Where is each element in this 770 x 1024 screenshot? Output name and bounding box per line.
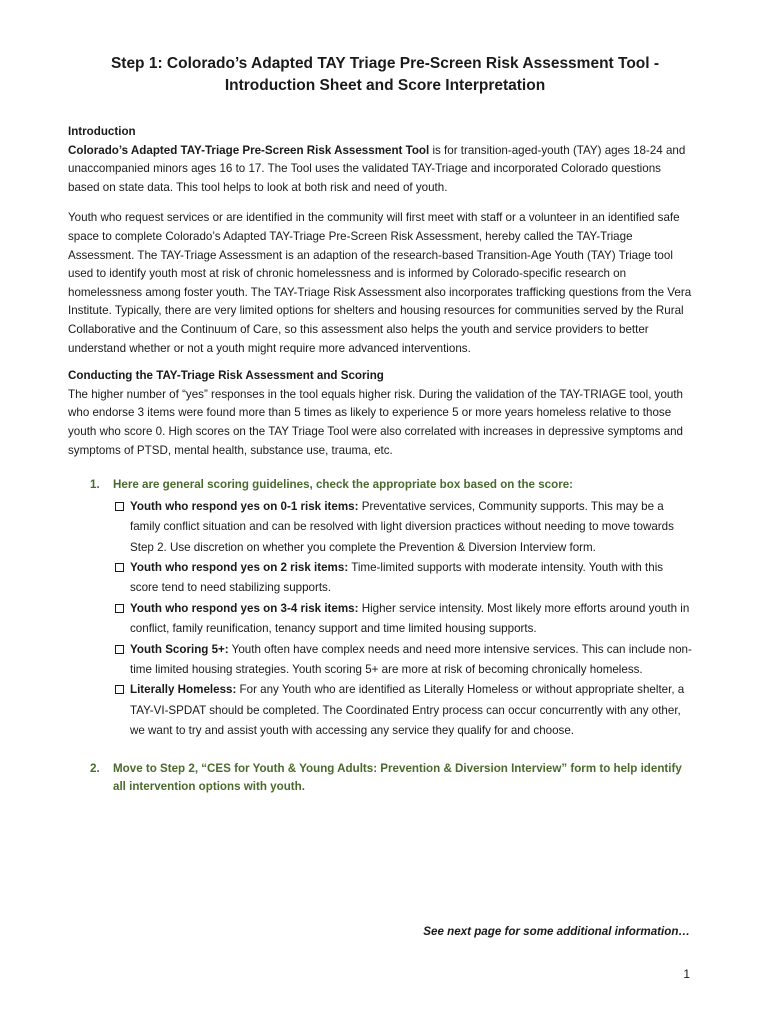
list-item-1-text: Here are general scoring guidelines, check the appropriate box based on the score: — [113, 478, 574, 492]
score-options — [68, 497, 692, 742]
scoring-paragraph: The higher number of “yes” responses in the tool equals higher risk. During the validation of the TAY-TRIAGE tool, youth who endorse 3 items were found more than 5 times as likely to experience 5 or more years homeless relative to those youth who score 0. High scores on the TAY Triage Tool were also correlated with increases in depressive symptoms and symptoms of PTSD, mental health, substance use, trauma, etc. — [68, 387, 684, 457]
score-option-text: Youth often have complex needs and need more intensive services. This can include non-time limited housing strategies. Youth scoring 5+ are more at risk of becoming chronically homeless. — [130, 642, 692, 676]
intro-paragraph-1 — [68, 142, 692, 198]
scoring-heading: Conducting the TAY-Triage Risk Assessment and Scoring — [68, 369, 384, 383]
list-item-2 — [68, 760, 692, 797]
score-option-text: For any Youth who are identified as Literally Homeless or without appropriate shelter, a TAY-VI-SPDAT should be completed. The Coordinated Entry process can occur concurrently with any other, we want to try and assist youth with accessing any service they qualify for and choose. — [130, 683, 685, 738]
intro-lead-rest: is for transition-aged-youth (TAY) ages 18-24 and unaccompanied minors ages 16 to 17. The Tool uses the validated TAY-Triage and incorporated Colorado questions based on state data. This tool helps to look at both risk and need of youth. — [68, 143, 686, 194]
score-option-label: Youth who respond yes on 2 risk items: — [130, 560, 349, 574]
list-item-2-text: Move to Step 2, “CES for Youth & Young Adults: Prevention & Diversion Interview” form to help identify all intervention options with youth. — [113, 761, 682, 794]
next-page-note: See next page for some additional information… — [423, 925, 690, 938]
score-option-label: Youth Scoring 5+: — [130, 642, 229, 656]
score-option-0-1 — [68, 497, 692, 558]
page-number: 1 — [683, 967, 690, 981]
score-option-3-4 — [68, 599, 692, 640]
score-option-2 — [68, 558, 692, 599]
score-option-label: Youth who respond yes on 0-1 risk items: — [130, 499, 359, 513]
checkbox-literally-homeless[interactable] — [115, 685, 124, 694]
page-title — [60, 53, 710, 97]
scoring-list — [68, 476, 692, 797]
list-item-1-number: 1. — [90, 478, 100, 492]
title-line-1: Step 1: Colorado’s Adapted TAY Triage Pre-Screen Risk Assessment Tool - — [110, 55, 660, 72]
intro-paragraph-2: Youth who request services or are identified in the community will first meet with staff or a volunteer in an identified safe space to complete Colorado’s Adapted TAY-Triage Pre-Screen Risk Assessment, hereby called the TAY-Triage Assessment. The TAY-Triage Assessment is an adaption of the research-based Transition-Age Youth (TAY) Triage tool used to identify youth most at risk of chronic homelessness and is informed by Colorado-specific research on homelessness among foster youth. The TAY-Triage Risk Assessment also incorporates trafficking questions from the Vera Institute. Typically, there are very limited options for shelters and housing resources for communities served by the Rural Collaborative and the Continuum of Care, so this assessment also helps the youth and service providers to better understand whether or not a youth might require more advanced interventions. — [68, 211, 692, 355]
score-option-label: Literally Homeless: — [130, 683, 237, 697]
score-option-text: Preventative services, Community supports. This may be a family conflict situation and can be resolved with light diversion practices without needing to move towards Step 2. Use discretion on whether you complete the Prevention & Diversion Interview form. — [130, 499, 674, 554]
document-body — [68, 123, 692, 797]
score-option-label: Youth who respond yes on 3-4 risk items: — [130, 601, 359, 615]
checkbox-5-plus[interactable] — [115, 645, 124, 654]
score-option-text: Time-limited supports with moderate intensity. Youth with this score tend to need stabilizing supports. — [130, 560, 664, 595]
score-option-text: Higher service intensity. Most likely more efforts around youth in conflict, family reunification, tenancy support and time limited housing supports. — [130, 601, 690, 636]
checkbox-0-1[interactable] — [115, 502, 124, 511]
checkbox-3-4[interactable] — [115, 604, 124, 613]
intro-lead-bold: Colorado’s Adapted TAY-Triage Pre-Screen Risk Assessment Tool — [68, 143, 430, 157]
list-item-2-number: 2. — [90, 761, 100, 775]
intro-heading: Introduction — [68, 125, 136, 138]
list-item-1 — [68, 476, 692, 495]
score-option-5-plus — [68, 640, 692, 681]
checkbox-2[interactable] — [115, 563, 124, 572]
score-option-literally-homeless — [68, 680, 692, 741]
title-line-2: Introduction Sheet and Score Interpretation — [224, 77, 546, 94]
